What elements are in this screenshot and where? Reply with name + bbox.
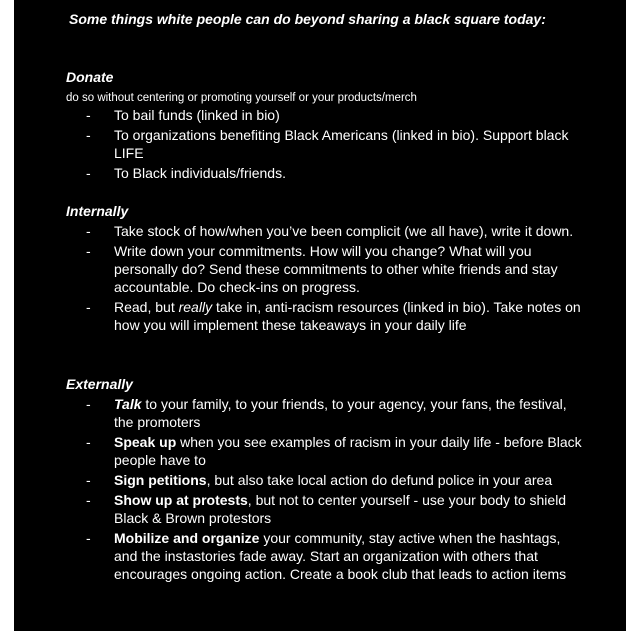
post-title: Some things white people can do beyond sharing a black square today: bbox=[69, 11, 546, 27]
externally-heading: Externally bbox=[66, 376, 133, 392]
list-item: - Write down your commitments. How will you change? What will you personally do? Send these commitments to other white friends and stay accountable. Do check-ins on progress. bbox=[86, 243, 558, 295]
list-item: - Take stock of how/when you’ve been complicit (we all have), write it down. bbox=[86, 223, 574, 239]
list-item: - Show up at protests, but not to center yourself - use your body to shield Black & Brown protestors bbox=[86, 492, 567, 526]
donate-heading: Donate bbox=[66, 69, 114, 85]
list-item: - To bail funds (linked in bio) bbox=[86, 107, 280, 123]
list-item: - To Black individuals/friends. bbox=[86, 165, 286, 181]
internally-list bbox=[66, 222, 586, 336]
list-item: - Read, but really take in, anti-racism resources (linked in bio). Take notes on how you will implement these takeaways in your daily life bbox=[86, 299, 581, 333]
list-item: - Talk to your family, to your friends, to your agency, your fans, the festival, the promoters bbox=[86, 396, 567, 430]
list-item: - To organizations benefiting Black Americans (linked in bio). Support black LIFE bbox=[86, 127, 569, 161]
donate-note: do so without centering or promoting yourself or your products/merch bbox=[66, 92, 417, 104]
internally-heading: Internally bbox=[66, 203, 129, 219]
donate-list bbox=[66, 106, 586, 184]
post-image bbox=[14, 0, 626, 631]
list-item: - Mobilize and organize your community, stay active when the hashtags, and the instastories fade away. Start an organization with others that encourages ongoing action. Create a book club that leads to action items bbox=[86, 530, 567, 582]
list-item: - Speak up when you see examples of racism in your daily life - before Black people have to bbox=[86, 434, 582, 468]
externally-list bbox=[66, 395, 586, 585]
list-item: - Sign petitions, but also take local action do defund police in your area bbox=[86, 472, 553, 488]
